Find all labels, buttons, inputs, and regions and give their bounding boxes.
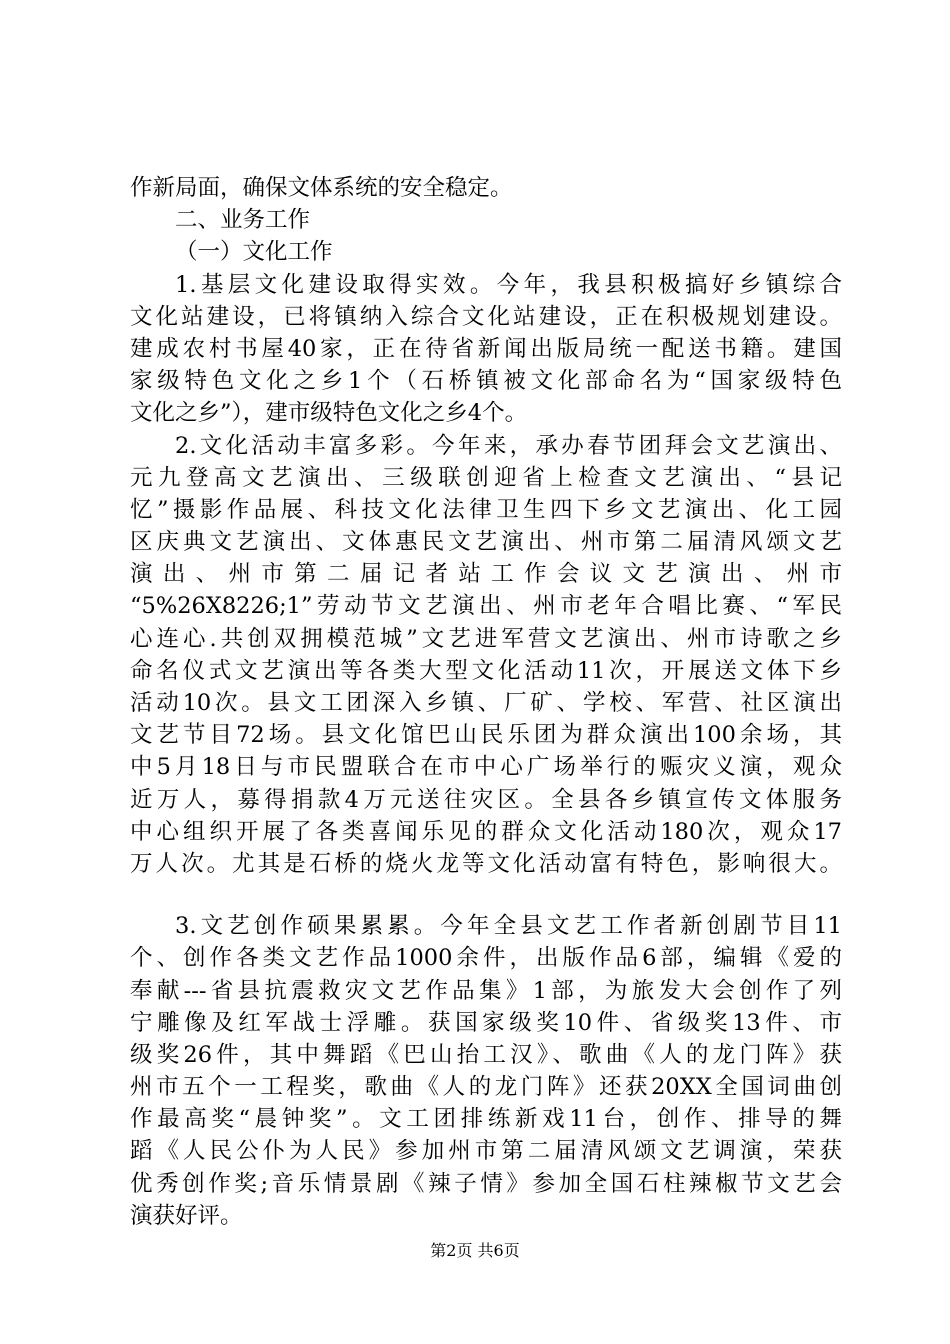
- paragraph-3-line: 作最高奖“晨钟奖”。文工团排练新戏11台，创作、排导的舞: [130, 1106, 842, 1133]
- paragraph-1-line: 1.基层文化建设取得实效。今年，我县积极搞好乡镇综合: [175, 271, 842, 298]
- paragraph-2-line: 命名仪式文艺演出等各类大型文化活动11次，开展送文体下乡: [130, 657, 842, 684]
- document-body: [130, 172, 842, 1232]
- paragraph-3-line: 3.文艺创作硕果累累。今年全县文艺工作者新创剧节目11: [175, 913, 842, 940]
- page-number-footer: 第2页 共6页: [430, 1241, 520, 1260]
- paragraph-2-line: “5%26X8226;1”劳动节文艺演出、州市老年合唱比赛、“军民: [130, 593, 842, 620]
- paragraph-2-line: 忆”摄影作品展、科技文化法律卫生四下乡文艺演出、化工园: [130, 496, 842, 523]
- paragraph-2-line: 近万人，募得捐款4万元送往灾区。全县各乡镇宣传文体服务: [130, 786, 842, 813]
- paragraph-2-line: 心连心.共创双拥模范城”文艺进军营文艺演出、州市诗歌之乡: [130, 625, 842, 652]
- paragraph-3-line: 州市五个一工程奖，歌曲《人的龙门阵》还获20XX全国词曲创: [130, 1074, 842, 1101]
- paragraph-3-line: 优秀创作奖;音乐情景剧《辣子情》参加全国石柱辣椒节文艺会: [130, 1170, 842, 1197]
- paragraph-3-line: 演获好评。: [130, 1202, 243, 1229]
- paragraph-3-line: 蹈《人民公仆为人民》参加州市第二届清风颂文艺调演，荣获: [130, 1138, 842, 1165]
- paragraph-2-line: 中心组织开展了各类喜闻乐见的群众文化活动180次，观众17: [130, 818, 842, 845]
- paragraph-1-line: 文化站建设，已将镇纳入综合文化站建设，正在积极规划建设。: [130, 303, 842, 330]
- paragraph-2-line: 万人次。尤其是石桥的烧火龙等文化活动富有特色，影响很大。: [130, 850, 842, 877]
- paragraph-3-line: 个、创作各类文艺作品1000余件，出版作品6部，编辑《爱的: [130, 945, 842, 972]
- paragraph-2-line: 元九登高文艺演出、三级联创迎省上检查文艺演出、“县记: [130, 464, 842, 491]
- paragraph-1-line: 家级特色文化之乡1个（石桥镇被文化部命名为“国家级特色: [130, 368, 842, 395]
- paragraph-1-line: 建成农村书屋40家，正在待省新闻出版局统一配送书籍。建国: [130, 335, 842, 362]
- paragraph-gap: [130, 880, 842, 910]
- text-line: 作新局面，确保文体系统的安全稳定。: [130, 175, 513, 201]
- paragraph-2-line: 区庆典文艺演出、文体惠民文艺演出、州市第二届清风颂文艺: [130, 529, 842, 556]
- paragraph-3-line: 宁雕像及红军战士浮雕。获国家级奖10件、省级奖13件、市: [130, 1009, 842, 1036]
- paragraph-2-line: 中5月18日与市民盟联合在市中心广场举行的赈灾义演，观众: [130, 754, 842, 781]
- paragraph-3-line: 级奖26件，其中舞蹈《巴山抬工汉》、歌曲《人的龙门阵》获: [130, 1041, 842, 1068]
- paragraph-3-line: 奉献---省县抗震救灾文艺作品集》1部，为旅发大会创作了列: [130, 977, 842, 1004]
- section-heading: 二、业务工作: [175, 207, 311, 234]
- paragraph-1-line: 文化之乡”），建市级特色文化之乡4个。: [130, 400, 528, 427]
- paragraph-2-line: 活动10次。县文工团深入乡镇、厂矿、学校、军营、社区演出: [130, 690, 842, 716]
- subsection-heading: （一）文化工作: [175, 239, 333, 266]
- paragraph-2-line: 2.文化活动丰富多彩。今年来，承办春节团拜会文艺演出、: [175, 432, 842, 459]
- paragraph-2-line: 文艺节目72场。县文化馆巴山民乐团为群众演出100余场，其: [130, 722, 842, 749]
- paragraph-2-line: 演出、州市第二届记者站工作会议文艺演出、州市: [130, 561, 842, 588]
